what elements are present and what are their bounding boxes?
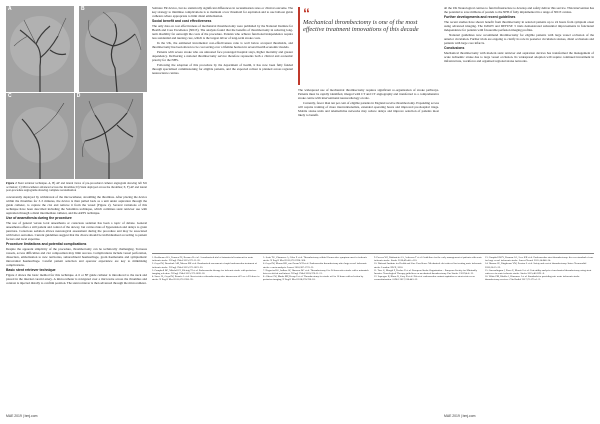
references-col-4	[485, 256, 594, 412]
reference-item: 4. Saver JL, Goyal M, Bonafe A et al. Stent-retriever thrombectomy after intravenous t-PA vs. t-PA alone in stroke. N Engl J Med 2015;372:2285–95.	[152, 275, 260, 282]
quote-mark-icon: “	[303, 6, 310, 21]
col2-para-social-4: Following the adoption of this procedure by the department of health, it has now been fully funded through specialised commissioning for eligible patients, and the expected rollout is planned across regional neuroscience centres.	[152, 63, 293, 76]
col3-para-1: The widespread use of mechanical thrombectomy requires significant re-organisation of stroke pathways. Patients must be rapidly identified, imaged with CT and CT angiography and transferred to a comprehensive stroke centre with interventional neuroradiology on site.	[298, 88, 439, 101]
reference-item: 13. Campbell BCV, Donnan GA, Lees KR et al. Endovascular stent thrombectomy: the new standard of care for large vessel ischaemic stroke. Lancet Neurol 2015;14:846–54.	[485, 256, 594, 263]
reference-item: 16. White PM, Bhalla A, Dinsmore J et al. Standards for providing safe acute ischaemic stroke thrombectomy services. Clin Radiol 2017;72:175.e1–9.	[485, 275, 580, 282]
references-col-3	[374, 256, 482, 412]
col1-para-top: concurrently deployed by withdrawal of the microcatheter, straddling the thrombus. After placing the device within the thrombus for 3–5 minutes, the device is then pulled back as a unit under aspiration through the guide catheter, to capture the clot and remove it from the vessel (Figure 2). Several variations of this technique have been described including the Solumbra technique, which combines stent retriever use with aspiration through a distal intermediate catheter, and the ARTS technique.	[6, 194, 147, 216]
col1-para-limitations: Despite the apparent simplicity of the procedure, thrombectomy can be technically challenging. Tortuous vessels, access difficulties and clot composition may limit success. Complications include vessel perforation, dissection, embolisation to new territories, subarachnoid haemorrhage, groin haematoma and symptomatic intracranial haemorrhage. Careful patient selection and operator experience are key to minimising complications.	[6, 246, 147, 268]
reference-item: 12. Lapergue B, Blanc R, Gory B et al. Effect of endovascular contact aspiration vs stent retriever on revascularization. JAMA 2017;318:443–52.	[374, 275, 475, 282]
col1-para-basic: Figure 2 shows the basic method for this technique. A 6 or 8F guide catheter is introduced to the neck and placed in the internal carotid artery. A microcatheter is navigated over a microwire across the thrombus and contrast is injected distally to confirm position. The stent retriever is then advanced through the microcatheter.	[6, 272, 147, 286]
col2-para-social-2: In the UK, the estimated incremental cost-effectiveness ratio is well below accepted thresholds, and thrombectomy has been shown to be cost saving over a lifetime horizon in several health economic models.	[152, 41, 293, 50]
angiogram-d-image	[75, 93, 143, 179]
figure-panel-c	[6, 93, 74, 179]
reference-item: 6. Goyal M, Menon BK, van Zwam WH et al. Endovascular thrombectomy after large-vessel ischaemic stroke: a meta-analysis. Lancet 2016;387:1723–31.	[263, 262, 367, 269]
reference-item: 3. Campbell BC, Mitchell PJ, Kleinig TJ et al. Endovascular therapy for ischemic stroke with perfusion-imaging selection. N Engl J Med 2015;372:1009–18.	[152, 268, 257, 275]
heading-social-benefit: Social benefit and cost effectiveness	[152, 19, 212, 24]
reference-item: 2. Goyal M, Demchuk AM, Menon BK et al. Randomized assessment of rapid endovascular treatment of ischemic stroke. N Engl J Med 2015;372:1019–30.	[152, 262, 257, 269]
reference-item: 5. Jovin TG, Chamorro A, Cobo E et al. Thrombectomy within 8 hours after symptom onset in ischemic stroke. N Engl J Med 2015;372:2296–306.	[263, 256, 367, 263]
angiogram-c-image	[6, 93, 74, 179]
col2-para-1: Solitaire FR device, but no statistically significant differences in recanalisation rates or clinical outcome. The key strategy to minimise complications is to maintain a low threshold for aspiration and to use balloon guide catheters where appropriate to limit distal embolisation.	[152, 6, 293, 19]
col1-para-anaesthesia: The use of general versus local anaesthesia or conscious sedation has been a topic of debate. General anaesthesia offers a still patient and control of the airway, but carries risks of hypotension and delays to groin puncture. Conscious sedation allows neurological assessment during the procedure and may be associated with better outcomes. Current guidelines suggest that the choice should be individualised according to patient factors and local expertise.	[6, 220, 147, 242]
column-3	[298, 6, 439, 252]
column-2	[152, 6, 293, 252]
figure-panel-b	[79, 6, 147, 92]
reference-item: 11. Turc G, Bhogal P, Fischer U et al. European Stroke Organisation – European Society for Minimally Invasive Neurological Therapy guidelines on mechanical thrombectomy. Eur Stroke J 2019;4:6–12.	[374, 268, 478, 275]
reference-item: 1. Berkhemer OA, Fransen PS, Beumer D et al. A randomized trial of intraarterial treatment for acute ischemic stroke. N Engl J Med 2015;372:11–20.	[152, 256, 254, 263]
figure-panel-d	[75, 93, 143, 179]
reference-item: 7. Nogueira RG, Jadhav AP, Haussen DC et al. Thrombectomy 6 to 24 hours after stroke with a mismatch between deficit and infarct. N Engl J Med 2018;378:11–21.	[263, 268, 369, 275]
heading-anaesthesia: Use of anaesthesia during the procedure	[6, 216, 72, 221]
pull-quote-text: Mechanical thrombectomy is one of the most effective treatment innovations of this decade	[303, 19, 419, 34]
pull-quote	[298, 7, 439, 85]
panel-label-d: D	[76, 93, 81, 100]
column-1	[6, 6, 147, 414]
angiogram-a-image	[6, 6, 74, 92]
figure-panel-a	[6, 6, 74, 92]
heading-basic-technique: Basic stent retriever technique	[6, 268, 56, 273]
panel-label-b: B	[81, 6, 85, 12]
reference-item: 10. National Institute for Health and Care Excellence. Mechanical clot retrieval for treating acute ischaemic stroke. London: NICE, 2016.	[374, 262, 482, 269]
figure-caption-label: Figure 2	[6, 181, 17, 186]
col4-para-further: The recent studies have shown benefit from thrombectomy in selected patients up to 24 hours from symptom onset using advanced imaging. The DAWN and DEFUSE 3 trials demonstrated substantial improvements in functional independence for patients with favourable perfusion imaging profiles.	[444, 19, 594, 32]
figure-caption-text: Stent retriever technique. A, B) AP and lateral views of pre-procedural catheter angiogram showing left M1 occlusion; C) Microcatheter advanced across the thrombus; D) Stent deployed across the thrombus; E, F) AP and lateral post-procedure angiograms showing complete recanalisation	[6, 181, 147, 193]
angiography-figure	[6, 6, 147, 180]
heading-limitations: Procedure limitations and potential complications	[6, 242, 87, 247]
footer-left: MAE 2019 | bmj.com	[6, 414, 38, 418]
panel-label-a: A	[8, 6, 12, 12]
col2-para-social: The only data on cost effectiveness of mechanical thrombectomy were published by the National Institute for Health and Care Excellence (NICE). The analysis found that the benefits of thrombectomy in reducing long-term disability far outweigh the costs of the procedure. Patients who achieve functional independence require less residential and nursing care, which is the largest driver of long-term stroke costs.	[152, 23, 293, 41]
col4-para-1: all the UK Neurological centres to fund infrastructure to develop and safely deliver this service. This intervention has the potential to save millions of pounds to the NHS if fully implemented in a range of NICE centres.	[444, 6, 594, 15]
reference-item: 8. Albers GW, Marks MP, Kemp S et al. Thrombectomy for stroke at 6 to 16 hours with selection by perfusion imaging. N Engl J Med 2018;378:708–18.	[263, 275, 364, 282]
references-col-2	[263, 256, 371, 412]
footer-right: MAE 2019 | bmj.com	[444, 414, 476, 418]
references-divider	[152, 253, 594, 254]
heading-conclusions: Conclusions	[444, 46, 465, 51]
figure-caption	[6, 182, 147, 193]
col4-para-further-2: National guidelines now recommend thrombectomy for eligible patients with large vessel occlusion of the anterior circulation. Further trials are ongoing to clarify its role in posterior circulation strokes, distal occlusions and patients with large core infarcts.	[444, 32, 594, 45]
column-4	[444, 6, 594, 252]
angiogram-b-image	[79, 6, 147, 92]
heading-further-developments: Further developments and recent guidelines	[444, 15, 516, 20]
reference-item: 15. Ganesalingam J, Pizzo E, Morris S et al. Cost-utility analysis of mechanical thrombectomy using stent retrievers in acute ischemic stroke. Stroke 2015;46:2591–8.	[485, 268, 592, 275]
reference-item: 9. Powers WJ, Rabinstein AA, Ackerson T et al. Guidelines for the early management of patients with acute ischemic stroke. Stroke 2018;49:e46–e110.	[374, 256, 482, 263]
panel-label-c: C	[8, 93, 12, 100]
reference-item: 14. Hassan AE, Ringheanu VM, Preston L et al. Safety and cost of thrombectomy. Interv Neuroradiol 2020;26:15–22.	[485, 262, 587, 269]
references-col-1	[152, 256, 260, 412]
col4-para-conclusions: Mechanical thrombectomy with modern stent retriever and aspiration devices has transformed the management of acute ischaemic stroke due to large vessel occlusion. Its widespread adoption will require continued investment in infrastructure, workforce and organised regional stroke networks.	[444, 50, 594, 63]
col2-para-social-3: Patients with severe stroke who are untreated face prolonged hospital stays, higher mortality and greater dependency. Delivering a national thrombectomy service therefore represents both a clinical and economic priority for the NHS.	[152, 49, 293, 63]
col3-para-2: Currently, fewer than ten per cent of eligible patients in England receive thrombectomy. Expanding access will require training of more interventionalists, extended operating hours and improved pre-hospital triage. Mobile stroke units and telemedicine networks may reduce delays and improve selection of patients most likely to benefit.	[298, 101, 439, 118]
